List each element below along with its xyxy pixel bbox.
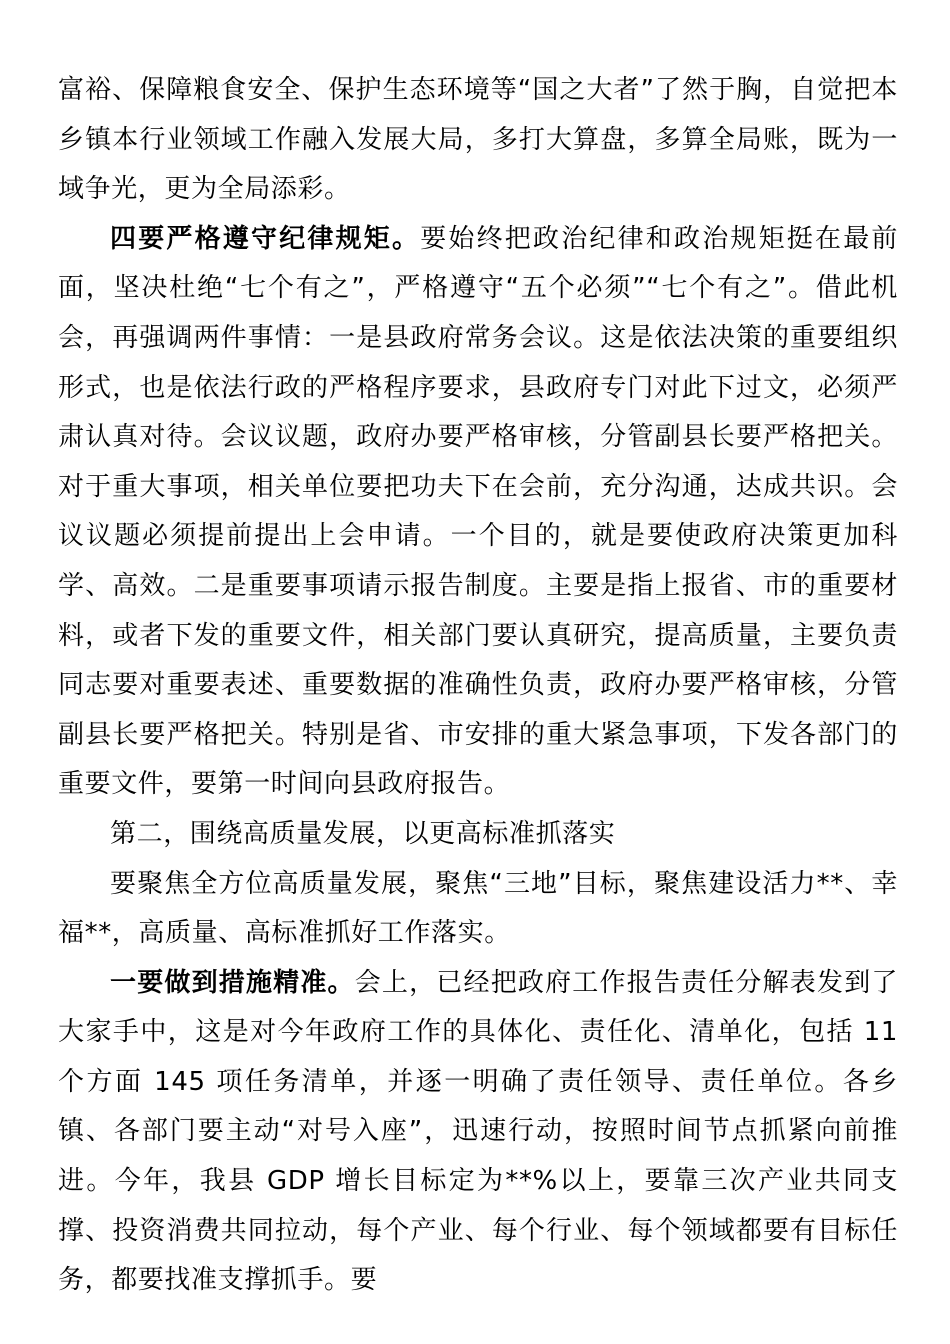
paragraph-measures (58, 959, 898, 1306)
paragraph-text: 要始终把政治纪律和政治规矩挺在最前面，坚决杜绝“七个有之”，严格遵守“五个必须”“七个有之”。借此机会，再强调两件事情：一是县政府常务会议。这是依法决策的重要组织形式，也是依法行政的严格程序要求，县政府专门对此下过文，必须严肃认真对待。会议议题，政府办要严格审核，分管副县长要严格把关。对于重大事项，相关单位要把功夫下在会前，充分沟通，达成共识。会议议题必须提前提出上会申请。一个目的，就是要使政府决策更加科学、高效。二是重要事项请示报告制度。主要是指上报省、市的重要材料，或者下发的重要文件，相关部门要认真研究，提高质量，主要负责同志要对重要表述、重要数据的准确性负责，政府办要严格审核，分管副县长要严格把关。特别是省、市安排的重大紧急事项，下发各部门的重要文件，要第一时间向县政府报告。 (58, 223, 898, 800)
paragraph-focus (58, 860, 898, 959)
paragraph-discipline (58, 215, 898, 810)
section-heading-text: 第二，围绕高质量发展，以更高标准抓落实 (110, 818, 616, 849)
paragraph-continuation (58, 66, 898, 215)
paragraph-lead: 四要严格遵守纪律规矩。 (110, 223, 421, 254)
paragraph-text: 富裕、保障粮食安全、保护生态环境等“国之大者”了然于胸，自觉把本乡镇本行业领域工作融入发展大局，多打大算盘，多算全局账，既为一域争光，更为全局添彩。 (58, 75, 898, 205)
paragraph-text: 会上，已经把政府工作报告责任分解表发到了大家手中，这是对今年政府工作的具体化、责任化、清单化，包括 11 个方面 145 项任务清单，并逐一明确了责任领导、责任单位。各乡镇、各部门要主动“对号入座”，迅速行动，按照时间节点抓紧向前推进。今年，我县 GDP 增长目标定为**%以上，要靠三次产业共同支撑、投资消费共同拉动，每个产业、每个行业、每个领域都要有目标任务，都要找准支撑抓手。要 (58, 967, 898, 1296)
paragraph-lead: 一要做到措施精准。 (110, 967, 355, 998)
document-body (58, 66, 898, 1306)
section-heading (58, 810, 898, 860)
paragraph-text: 要聚焦全方位高质量发展，聚焦“三地”目标，聚焦建设活力**、幸福**，高质量、高标准抓好工作落实。 (58, 868, 898, 949)
